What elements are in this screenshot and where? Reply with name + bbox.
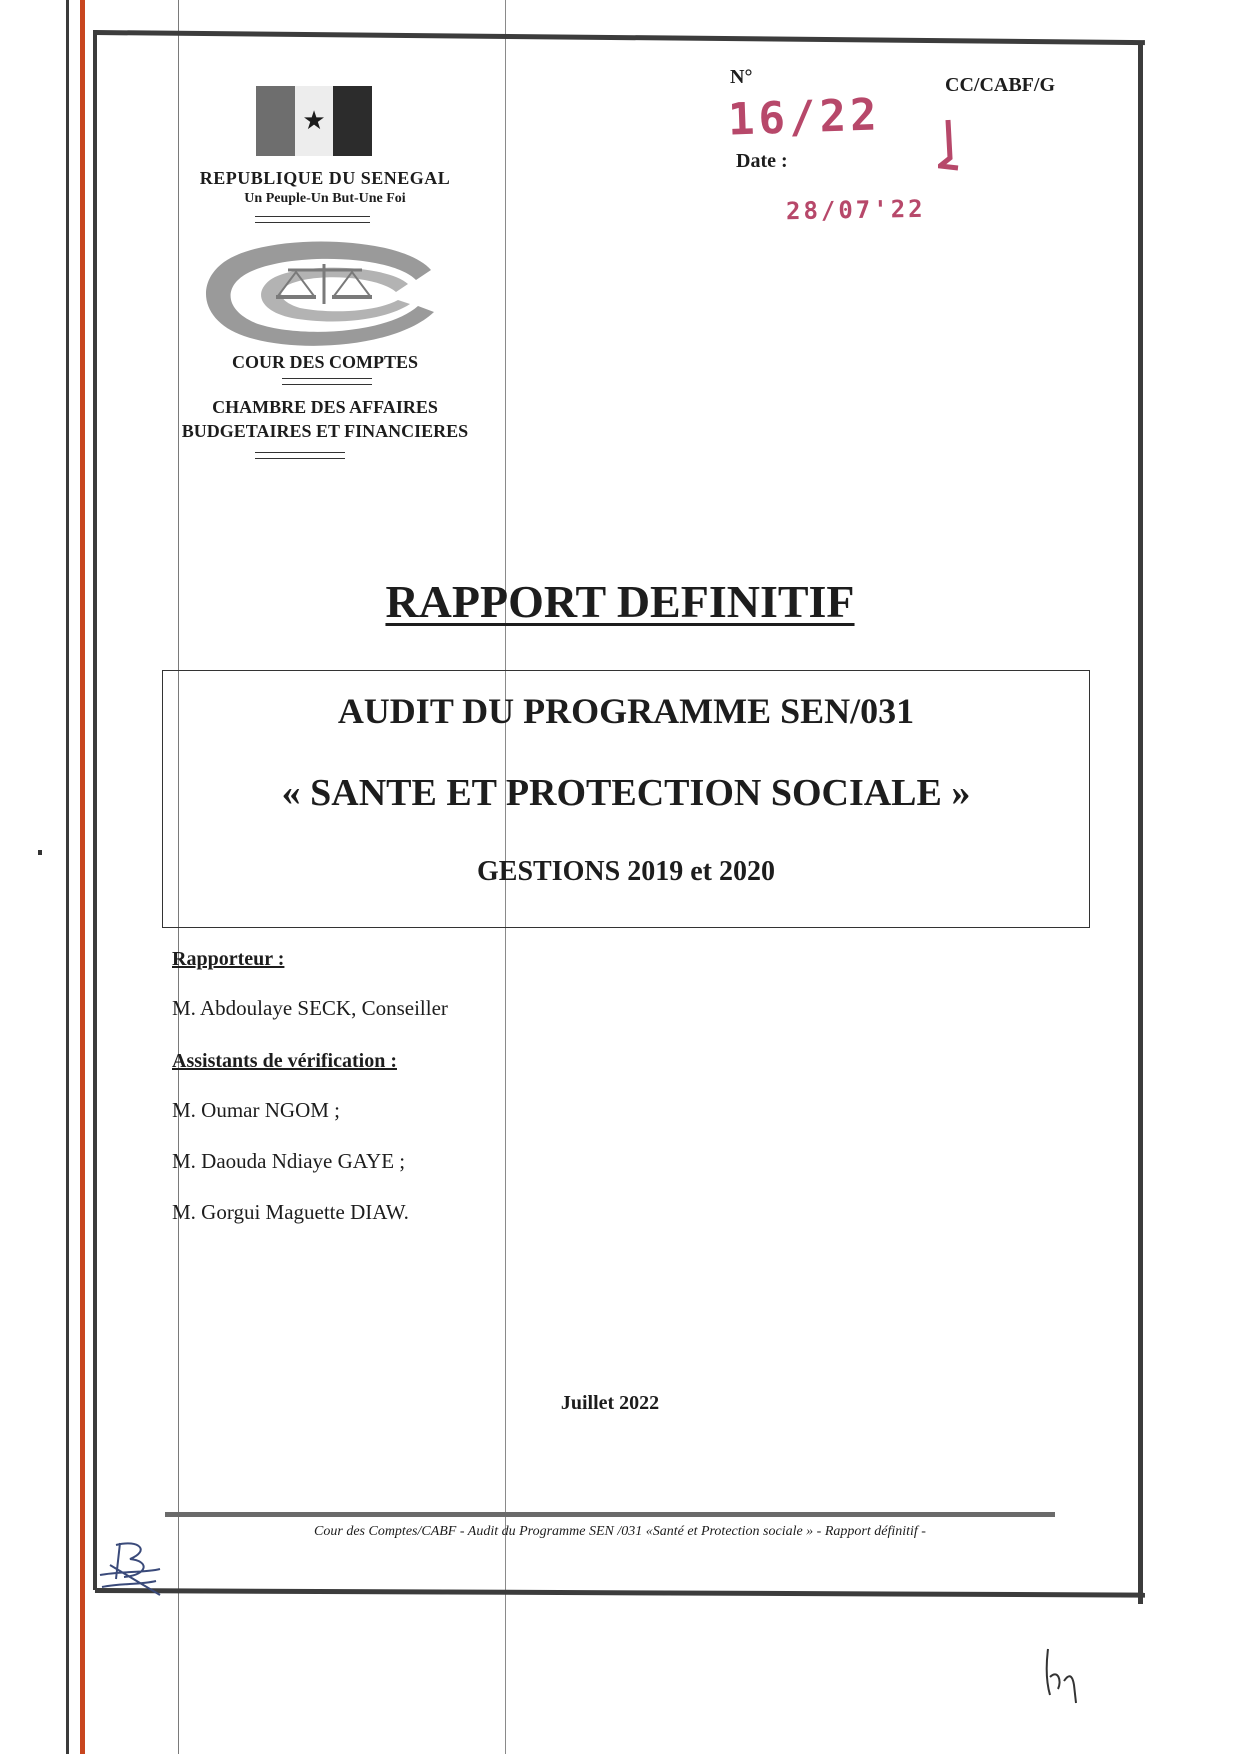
flag-star-band: [295, 86, 334, 156]
double-rule: [282, 378, 372, 385]
national-motto: Un Peuple-Un But-Une Foi: [244, 191, 406, 206]
page-frame-top: [95, 30, 1145, 45]
subject-line-programme: « SANTE ET PROTECTION SOCIALE »: [281, 772, 971, 814]
handwritten-mark-icon: [1040, 1645, 1086, 1705]
republic-heading: REPUBLIQUE DU SENEGAL: [199, 168, 451, 188]
handwritten-initials-icon: [90, 1535, 168, 1605]
assistant-name: M. Daouda Ndiaye GAYE ;: [172, 1149, 406, 1173]
senegal-flag-icon: [256, 86, 372, 156]
page-frame-right: [1138, 44, 1143, 1604]
date-label: Date :: [736, 150, 788, 172]
page-footer: Cour des Comptes/CABF - Audit du Programme SEN /031 «Santé et Protection sociale » - Rapport définitif -: [314, 1524, 926, 1539]
page-frame-left: [93, 30, 97, 1590]
chamber-line: CHAMBRE DES AFFAIRES: [212, 397, 438, 417]
stamp-date: 28/07'22: [785, 194, 926, 226]
assistant-name: M. Oumar NGOM ;: [172, 1098, 340, 1122]
assistants-label: Assistants de vérification :: [172, 1050, 397, 1072]
binding-red-line: [80, 0, 85, 1754]
flag-band: [256, 86, 295, 156]
stamp-bracket-icon: [938, 118, 960, 174]
subject-line-audit: AUDIT DU PROGRAMME SEN/031: [337, 691, 915, 731]
assistant-name: M. Gorgui Maguette DIAW.: [172, 1200, 409, 1224]
flag-band: [333, 86, 372, 156]
double-rule: [255, 216, 370, 223]
report-date: Juillet 2022: [560, 1392, 660, 1414]
page-frame-bottom: [95, 1588, 1145, 1598]
court-logo-icon: [196, 240, 446, 352]
double-rule: [255, 452, 345, 459]
court-name: COUR DES COMPTES: [231, 352, 419, 372]
number-label: N°: [730, 66, 753, 88]
chamber-line: BUDGETAIRES ET FINANCIERES: [181, 421, 469, 441]
rapporteur-label: Rapporteur :: [172, 948, 285, 970]
reference-code: CC/CABF/G: [945, 74, 1055, 96]
chamber-name: [160, 395, 490, 443]
footer-rule: [165, 1512, 1055, 1517]
subject-line-gestions: GESTIONS 2019 et 2020: [477, 856, 775, 887]
star-icon: ★: [302, 106, 326, 135]
report-title: RAPPORT DEFINITIF: [385, 576, 855, 627]
scan-speck: [38, 850, 42, 855]
stamp-number: 16/22: [727, 89, 882, 146]
rapporteur-name: M. Abdoulaye SECK, Conseiller: [172, 996, 448, 1020]
binding-dark-line: [66, 0, 69, 1754]
